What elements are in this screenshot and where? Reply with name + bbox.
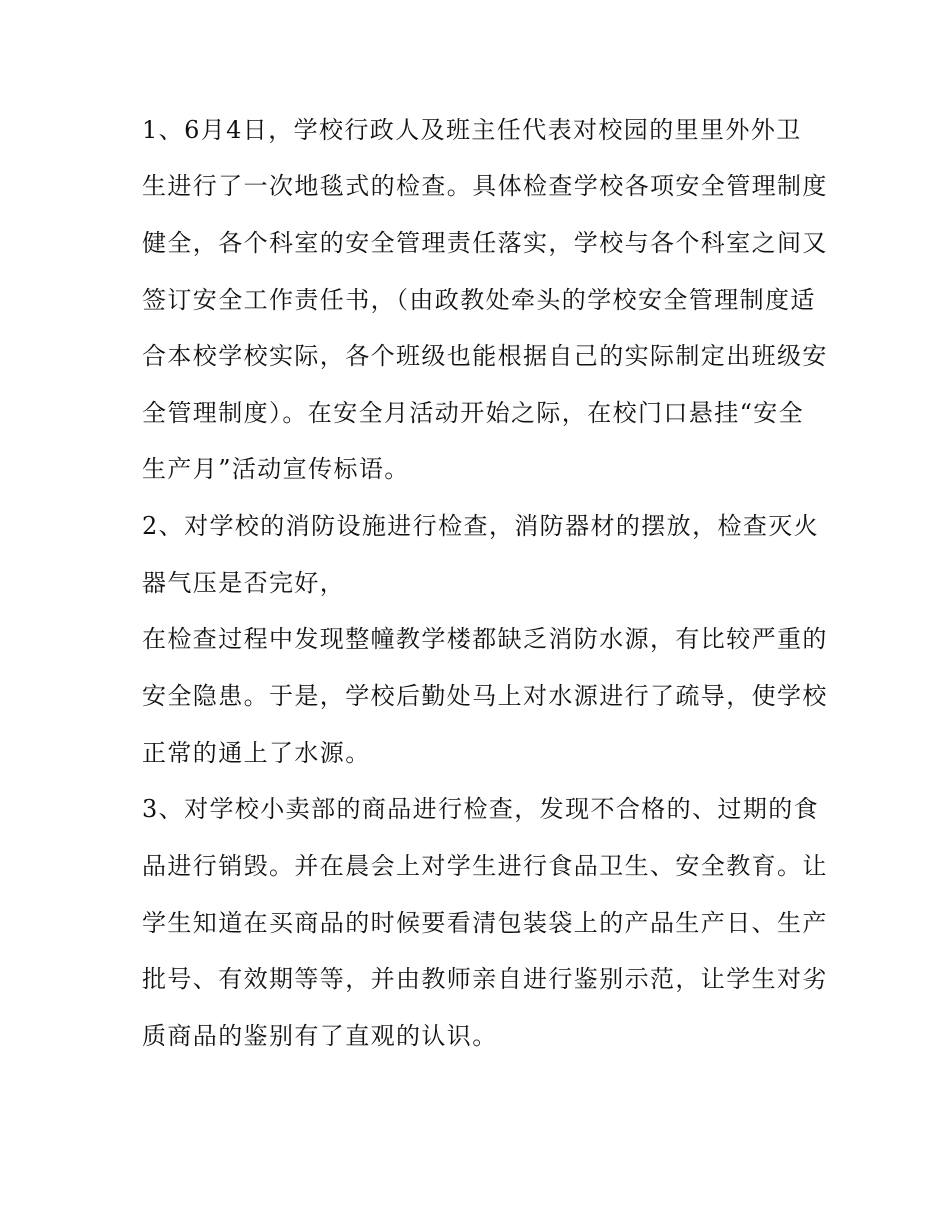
text-line: 学生知道在买商品的时候要看清包装袋上的产品生产日、生产 bbox=[142, 909, 828, 937]
text-line: 生产月”活动宣传标语。 bbox=[142, 455, 410, 483]
text-line: 1、6月4日，学校行政人及班主任代表对校园的里里外外卫 bbox=[142, 116, 802, 144]
text-line: 质商品的鉴别有了直观的认识。 bbox=[142, 1022, 498, 1050]
text-line: 签订安全工作责任书，（由政教处牵头的学校安全管理制度适 bbox=[142, 286, 816, 314]
text-line: 全管理制度）。在安全月活动开始之际，在校门口悬挂“安全 bbox=[142, 399, 805, 427]
text-line: 在检查过程中发现整幢教学楼都缺乏消防水源，有比较严重的 bbox=[142, 625, 828, 653]
text-line: 健全，各个科室的安全管理责任落实，学校与各个科室之间又 bbox=[142, 229, 828, 257]
text-line: 批号、有效期等等，并由教师亲自进行鉴别示范，让学生对劣 bbox=[142, 965, 828, 993]
text-line: 合本校学校实际，各个班级也能根据自己的实际制定出班级安 bbox=[142, 342, 828, 370]
text-line: 安全隐患。于是，学校后勤处马上对水源进行了疏导，使学校 bbox=[142, 682, 828, 710]
text-line: 器气压是否完好， bbox=[142, 569, 346, 597]
text-line: 3、对学校小卖部的商品进行检查，发现不合格的、过期的食 bbox=[142, 795, 820, 823]
text-line: 正常的通上了水源。 bbox=[142, 739, 371, 767]
text-line: 品进行销毁。并在晨会上对学生进行食品卫生、安全教育。让 bbox=[142, 852, 828, 880]
text-line: 2、对学校的消防设施进行检查，消防器材的摆放，检查灭火 bbox=[142, 512, 820, 540]
text-line: 生进行了一次地毯式的检查。具体检查学校各项安全管理制度 bbox=[142, 172, 828, 200]
